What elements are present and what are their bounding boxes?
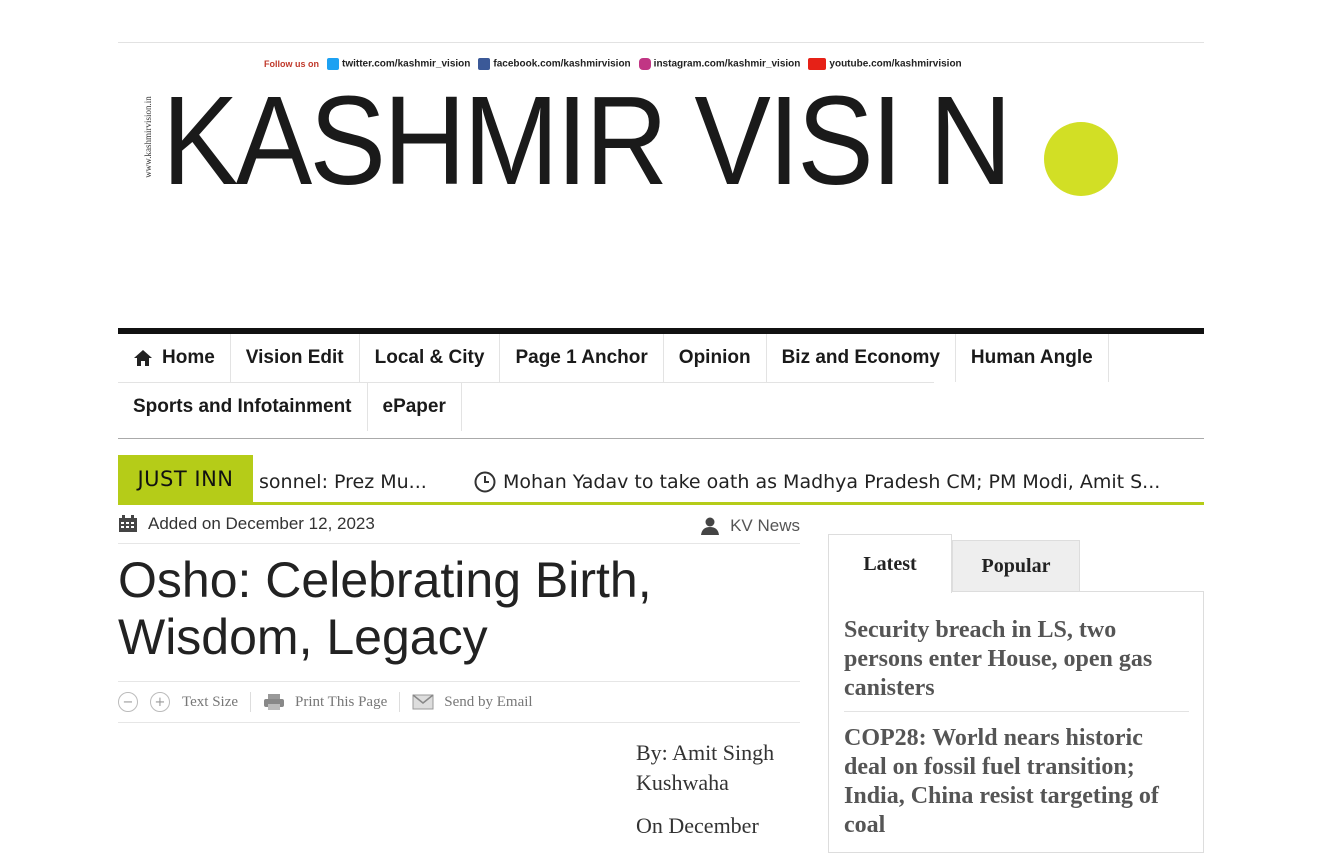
instagram-icon — [639, 58, 651, 70]
article-date: Added on December 12, 2023 — [118, 514, 375, 534]
story-divider — [844, 711, 1189, 712]
nav-home[interactable]: Home — [118, 334, 231, 382]
instagram-link[interactable]: instagram.com/kashmir_vision — [639, 58, 801, 70]
twitter-link[interactable]: twitter.com/kashmir_vision — [327, 58, 470, 70]
article-byline-date: On December — [636, 813, 759, 838]
article-author[interactable]: KV News — [700, 516, 800, 536]
nav-page1-anchor[interactable]: Page 1 Anchor — [500, 334, 663, 382]
ticker-item[interactable]: Mohan Yadav to take oath as Madhya Pradesh CM; PM Modi, Amit S... — [474, 471, 1160, 493]
user-icon — [700, 517, 720, 535]
envelope-icon — [412, 694, 434, 710]
tool-divider — [250, 692, 251, 712]
nav-biz-economy[interactable]: Biz and Economy — [767, 334, 956, 382]
sidebar-story-list — [828, 591, 1204, 853]
news-ticker — [118, 455, 1204, 505]
article-byline: By: Amit Singh Kushwaha — [636, 740, 775, 795]
sidebar-tabs — [828, 534, 1204, 838]
nav-vision-edit[interactable]: Vision Edit — [231, 334, 360, 382]
calendar-icon — [118, 515, 138, 533]
facebook-icon — [478, 58, 490, 70]
youtube-icon — [808, 58, 826, 70]
article-meta — [118, 510, 800, 544]
nav-local-city[interactable]: Local & City — [360, 334, 501, 382]
twitter-icon — [327, 58, 339, 70]
tab-popular[interactable]: Popular — [952, 540, 1080, 592]
top-divider — [118, 42, 1204, 43]
main-navigation — [118, 328, 1204, 439]
article-tools — [118, 681, 800, 723]
logo-o-dot — [1044, 122, 1118, 196]
ticker-item[interactable]: sonnel: Prez Mu... — [259, 471, 427, 493]
increase-text-button[interactable]: + — [150, 692, 170, 712]
site-url-vertical: www.kashmirvision.in — [143, 96, 153, 178]
ticker-label: JUST INN — [118, 455, 253, 502]
nav-row-1 — [118, 334, 1204, 382]
tool-divider — [399, 692, 400, 712]
email-button[interactable]: Send by Email — [412, 694, 532, 711]
tab-latest[interactable]: Latest — [828, 534, 952, 593]
printer-icon — [263, 693, 285, 711]
nav-human-angle[interactable]: Human Angle — [956, 334, 1109, 382]
clock-icon — [474, 471, 496, 493]
print-button[interactable]: Print This Page — [263, 693, 387, 711]
nav-opinion[interactable]: Opinion — [664, 334, 767, 382]
article-title: Osho: Celebrating Birth, Wisdom, Legacy — [118, 552, 652, 665]
sidebar-story-link[interactable]: Security breach in LS, two persons enter House, open gas canisters — [844, 617, 1153, 701]
sidebar-story-link[interactable]: COP28: World nears historic deal on fossil fuel transition; India, China resist targeting of coal — [844, 725, 1159, 838]
logo-text: KASHMIR VISI N — [162, 70, 1010, 211]
nav-row-2 — [118, 382, 934, 431]
text-size-label: Text Size — [182, 693, 239, 710]
decrease-text-button[interactable]: − — [118, 692, 138, 712]
youtube-link[interactable]: youtube.com/kashmirvision — [808, 58, 961, 70]
nav-epaper[interactable]: ePaper — [368, 383, 462, 431]
follow-us-label: Follow us on — [264, 59, 319, 69]
masthead — [138, 56, 1188, 211]
facebook-link[interactable]: facebook.com/kashmirvision — [478, 58, 630, 70]
home-icon — [133, 349, 153, 367]
nav-sports-infotainment[interactable]: Sports and Infotainment — [118, 383, 368, 431]
